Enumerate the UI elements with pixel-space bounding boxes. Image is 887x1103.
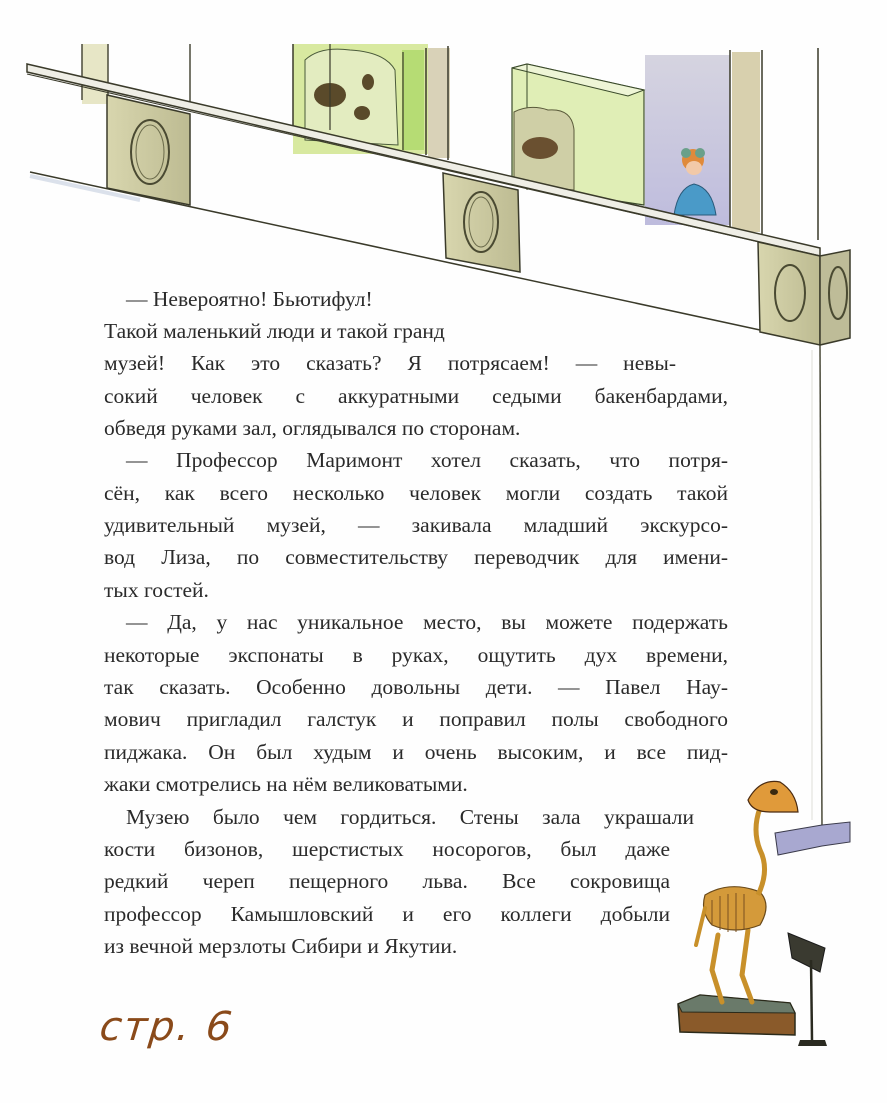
text-line: жаки смотрелись на нём великоватыми. bbox=[104, 772, 468, 796]
bird-skeleton-exhibit bbox=[678, 781, 827, 1046]
baseboard bbox=[775, 822, 850, 855]
text-line: — Да, у нас уникальное место, вы можете подержать bbox=[126, 610, 728, 634]
text-line: кости бизонов, шерстистых носорогов, был даже bbox=[104, 837, 670, 861]
text-line: пиджака. Он был худым и очень высоким, и все пид- bbox=[104, 740, 728, 764]
text-line: музей! Как это сказать? Я потрясаем! — невы- bbox=[104, 351, 676, 375]
text-line: из вечной мерзлоты Сибири и Якутии. bbox=[104, 934, 458, 958]
text-line: некоторые экспонаты в руках, ощутить дух времени, bbox=[104, 643, 728, 667]
text-line: вод Лиза, по совместительству переводчик для имени- bbox=[104, 545, 728, 569]
page-number: стр. 6 bbox=[97, 1004, 236, 1050]
text-line: редкий череп пещерного льва. Все сокровища bbox=[104, 869, 670, 893]
text-line: сокий человек с аккуратными седыми бакенбардами, bbox=[104, 384, 728, 408]
text-line: профессор Камышловский и его коллеги добыли bbox=[104, 902, 670, 926]
text-line: удивительный музей, — закивала младший экскурсо- bbox=[104, 513, 728, 537]
text-line: тых гостей. bbox=[104, 578, 209, 602]
text-line: обведя руками зал, оглядывался по сторонам. bbox=[104, 416, 521, 440]
text-line: мович пригладил галстук и поправил полы свободного bbox=[104, 707, 728, 731]
text-line: так сказать. Особенно довольны дети. — Павел Нау- bbox=[104, 675, 728, 699]
text-line: — Невероятно! Бьютифул! bbox=[126, 287, 373, 311]
wall-corner-line bbox=[820, 345, 822, 830]
text-line: Музею было чем гордиться. Стены зала украшали bbox=[126, 805, 694, 829]
text-line: сён, как всего несколько человек могли создать такой bbox=[104, 481, 728, 505]
text-line: — Профессор Маримонт хотел сказать, что потря- bbox=[126, 448, 728, 472]
text-line: Такой маленький люди и такой гранд bbox=[104, 319, 445, 343]
